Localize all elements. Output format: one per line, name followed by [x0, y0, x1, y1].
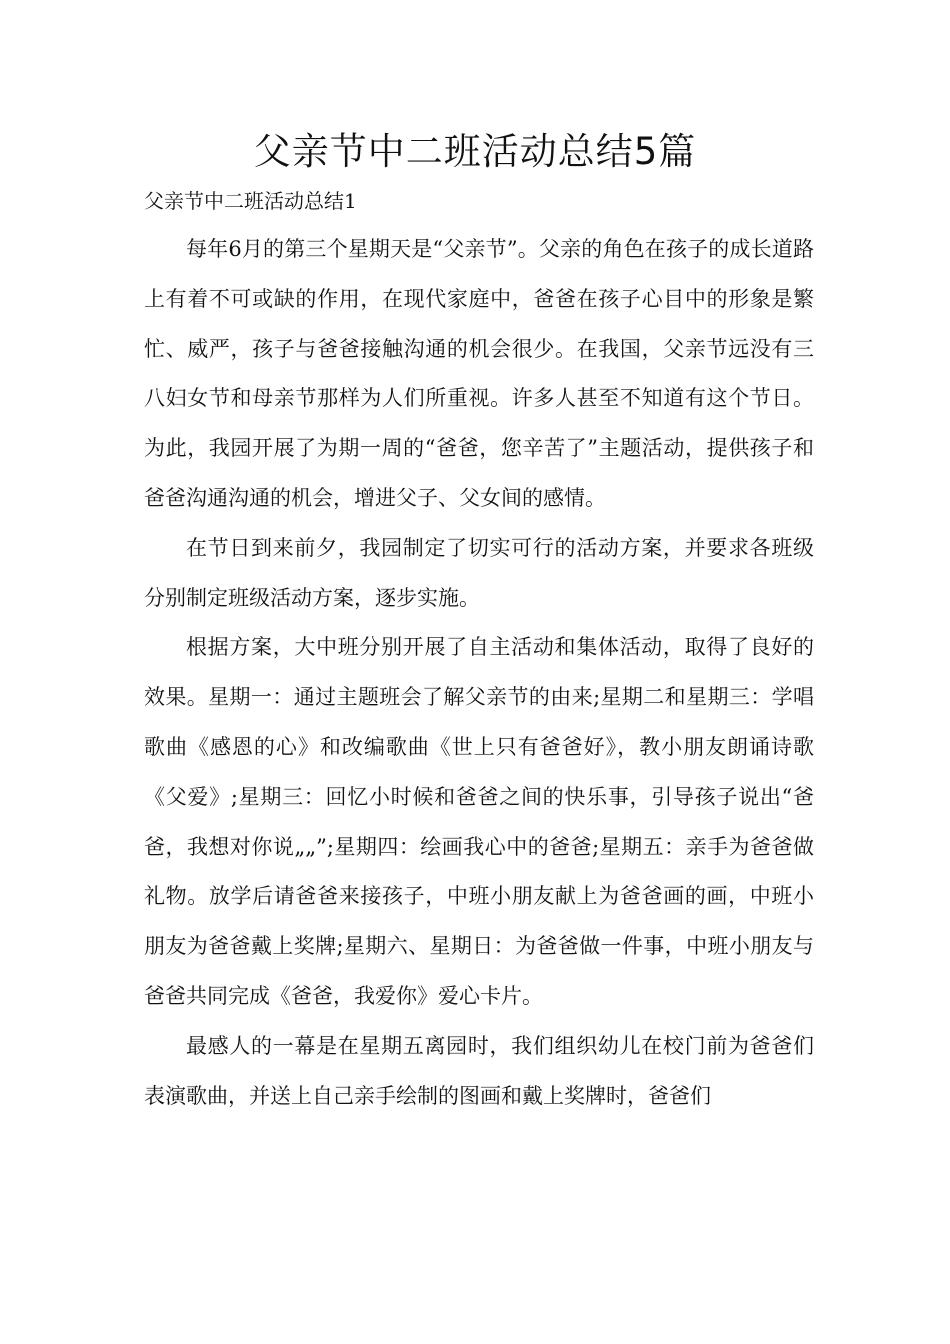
paragraph-2: 在节日到来前夕，我园制定了切实可行的活动方案，并要求各班级分别制定班级活动方案，逐步实施。 — [144, 535, 814, 610]
document-title: 父亲节中二班活动总结5篇 — [253, 130, 697, 173]
paragraph-1: 每年6月的第三个星期天是“父亲节”。父亲的角色在孩子的成长道路上有着不可或缺的作用，在现代家庭中，爸爸在孩子心目中的形象是繁忙、威严，孩子与爸爸接触沟通的机会很少。在我国，父亲节远没有三八妇女节和母亲节那样为人们所重视。许多人甚至不知道有这个节日。为此，我园开展了为期一周的“爸爸，您辛苦了”主题活动，提供孩子和爸爸沟通沟通的机会，增进父子、父女间的感情。 — [144, 237, 814, 510]
document-body — [144, 225, 814, 1121]
paragraph-3: 根据方案，大中班分别开展了自主活动和集体活动，取得了良好的效果。星期一：通过主题班会了解父亲节的由来;星期二和星期三：学唱歌曲《感恩的心》和改编歌曲《世上只有爸爸好》，教小朋友朗诵诗歌《父爱》;星期三：回忆小时候和爸爸之间的快乐事，引导孩子说出“爸爸，我想对你说„„”;星期四：绘画我心中的爸爸;星期五：亲手为爸爸做礼物。放学后请爸爸来接孩子，中班小朋友献上为爸爸画的画，中班小朋友为爸爸戴上奖牌;星期六、星期日：为爸爸做一件事，中班小朋友与爸爸共同完成《爸爸，我爱你》爱心卡片。 — [144, 635, 814, 1008]
paragraph-4: 最感人的一幕是在星期五离园时，我们组织幼儿在校门前为爸爸们表演歌曲，并送上自己亲手绘制的图画和戴上奖牌时，爸爸们 — [144, 1033, 814, 1108]
document-subtitle: 父亲节中二班活动总结1 — [144, 189, 357, 213]
